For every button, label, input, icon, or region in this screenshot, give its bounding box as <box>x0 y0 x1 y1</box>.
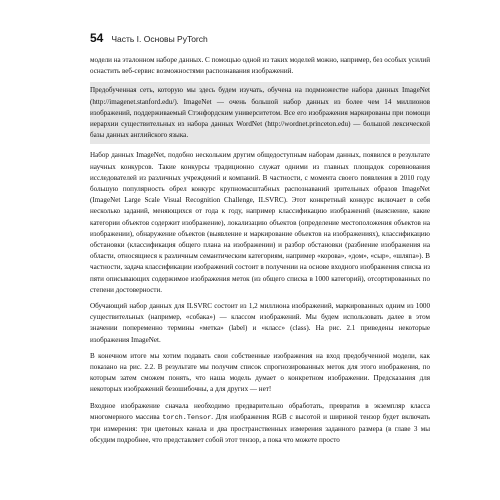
body-text <box>90 55 430 495</box>
page-header <box>90 31 430 49</box>
page-number: 54 <box>90 31 104 45</box>
paragraph-1: модели на эталонном наборе данных. С помощью одной из таких моделей можно, например, без особых усилий оснастить веб-сервис возможностями распознавания изображений. <box>90 56 430 76</box>
paragraph-6-text-end: . Для изображения RGB с высотой и шириной тензор будет включать три измерения: три цветовых канала и два пространственных измерения заданного размера (в главе 3 мы обсудим подробнее, что представляет собой этот тензор, а пока что можете просто <box>90 412 430 445</box>
paragraph-6 <box>90 401 430 447</box>
paragraph-2-shaded: Предобученная сеть, которую мы здесь будем изучать, обучена на подмножестве набора данных ImageNet (http://imagenet.stanford.edu/). ImageNet — очень большой набор данных из более чем 14 миллионов изображений, поддерживаемый Стэнфордским университетом. Все его изображения маркированы при помощи иерархии существительных из набора данных WordNet (http://wordnet.princeton.edu) — большой лексической базы данных английского языка. <box>90 82 430 144</box>
paragraph-6-text-start: Входное изображение сначала необходимо предварительно обработать, превратив в экземпляр класса многомерного массива <box>90 401 430 421</box>
paragraph-5: В конечном итоге мы хотим подавать свои собственные изображения на вход предобученной модели, как показано на рис. 2.2. В результате мы получим список спрогнозированных меток для этого изображения, по которым затем сможем понять, что наша модель думает о конкретном изображении. Предсказания для некоторых изображений безошибочны, а для других — нет! <box>90 351 430 394</box>
inline-code: torch.Tensor <box>162 413 212 422</box>
running-head: Часть I. Основы PyTorch <box>111 34 208 44</box>
paragraph-4: Обучающий набор данных для ILSVRC состоит из 1,2 миллиона изображений, маркированных одним из 1000 существительных (например, «собака») — классом изображений. Мы будем использовать далее в этом значении попеременно термины «метка» (label) и «класс» (class). На рис. 2.1 приведены некоторые изображения ImageNet. <box>90 302 430 344</box>
paragraph-3: Набор данных ImageNet, подобно нескольким другим общедоступным наборам данных, появился в результате научных конкурсов. Такие конкурсы традиционно служат одними из главных площадок соревнования исследователей из различных учреждений и компаний. В частности, с момента своего появления в 2010 году большую популярность обрел конкурс крупномасштабных распознаваний зрительных образов ImageNet (ImageNet Large Scale Visual Recognition Challenge, ILSVRC). Этот конкретный конкурс включает в себя несколько заданий, меняющихся от года к году, например классификацию изображений (выяснение, какие категории объектов содержит изображение), локализацию объектов (определение местоположения объектов на изображении), обнаружение объектов (выявление и маркирование объектов на изображениях), классификацию обстановки (классификация общего плана на изображении) и разбор обстановки (разбиение изображения на области, относящиеся к различным семантическим категориям, например «корова», «дом», «сыр», «шляпа»). В частности, задача классификации изображений состоит в получении на основе входного изображения списка из пяти описывающих содержимое изображения меток (из общего списка в 1000 категорий), отсортированных по степени достоверности. <box>90 151 430 294</box>
